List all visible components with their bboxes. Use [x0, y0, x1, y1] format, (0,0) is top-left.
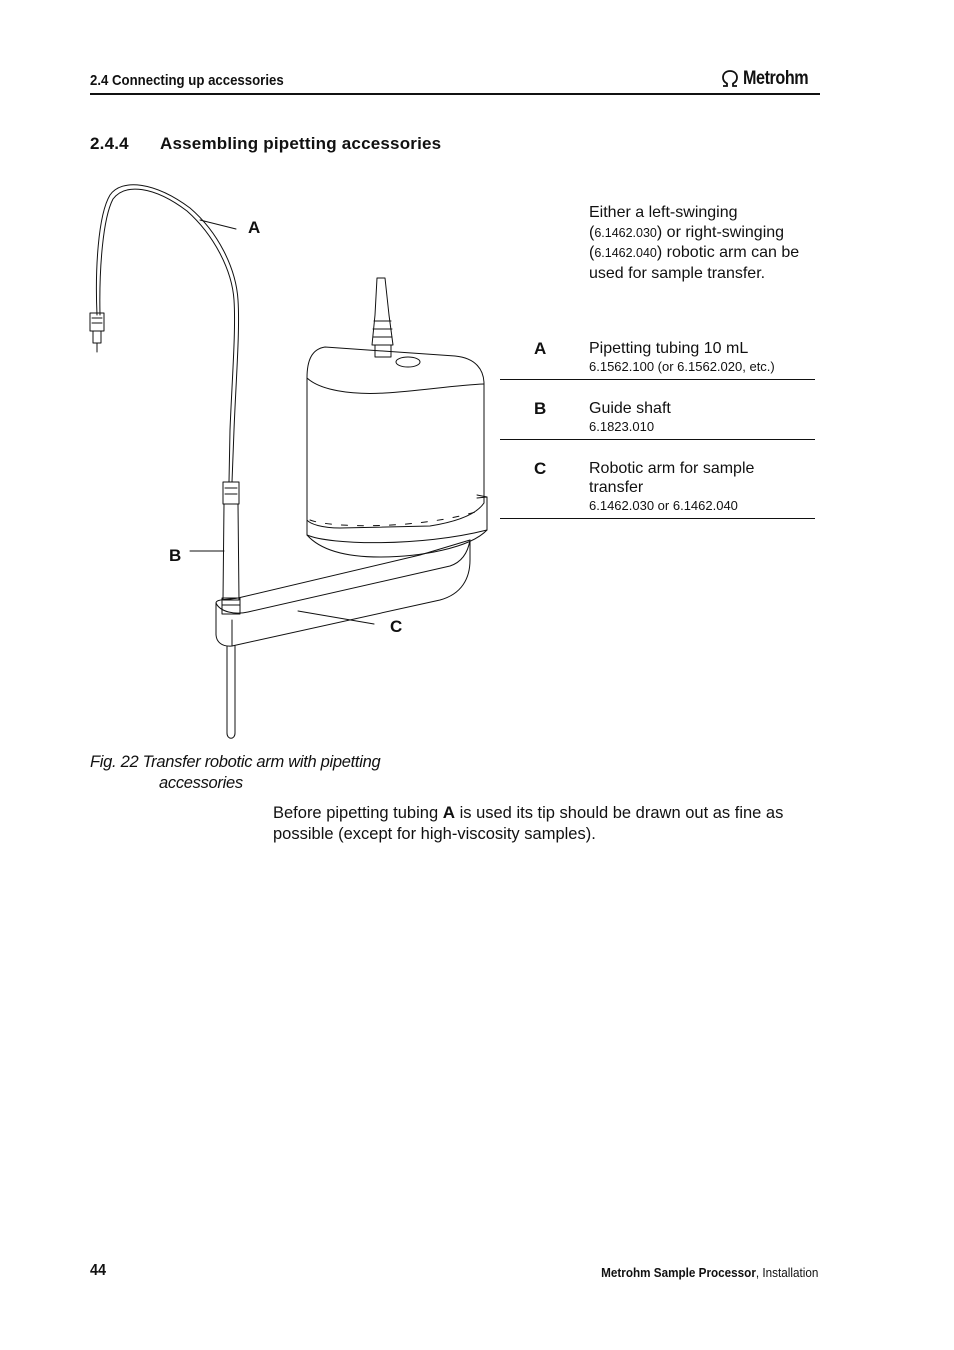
intro-text-end: robotic arm can be used for sample transfer. — [589, 244, 800, 282]
intro-text: Either a left-swinging (6.1462.030) or right-swinging (6.1462.040) robotic arm can be used for sample transfer. — [589, 204, 800, 282]
legend-divider — [500, 518, 815, 519]
footer-title — [601, 1265, 818, 1280]
caption-line2: accessories — [159, 774, 243, 792]
legend-row-b — [500, 399, 815, 441]
body-ref: A — [442, 803, 455, 822]
pipette-needle — [227, 646, 235, 738]
robotic-arm-body — [216, 540, 470, 646]
legend-row-a — [500, 339, 815, 381]
brand-name: Metrohm — [743, 68, 809, 89]
body-pre: Before pipetting tubing — [273, 804, 443, 822]
legend-letter: A — [534, 339, 547, 358]
guide-shaft — [223, 504, 239, 600]
legend-code: 6.1562.100 (or 6.1562.020, etc.) — [589, 359, 775, 374]
figure-label-a: A — [248, 218, 261, 237]
page-number: 44 — [90, 1262, 107, 1279]
tubing-connector-left — [90, 313, 104, 331]
figure-caption — [90, 752, 380, 794]
legend-code: 6.1462.030 or 6.1462.040 — [589, 498, 738, 513]
legend-divider — [500, 439, 815, 440]
legend-letter: B — [534, 399, 547, 418]
figure-label-c: C — [390, 617, 403, 636]
footer-chapter: , Installation — [755, 1265, 818, 1280]
intro-line1: Either a left-swinging — [589, 204, 738, 221]
header-section-title: 2.4 Connecting up accessories — [90, 72, 284, 89]
body-paragraph — [273, 802, 823, 845]
footer-product: Metrohm Sample Processor — [600, 1265, 756, 1280]
leader-a — [200, 220, 236, 229]
legend-code: 6.1823.010 — [589, 419, 655, 434]
intro-code-left: 6.1462.030 — [594, 225, 657, 240]
pipetting-tubing-loop — [96, 185, 238, 482]
legend-name: Robotic arm for sample transfer — [589, 460, 755, 496]
body-post: is used its tip should be drawn out as fine as possible (except for high-viscosity samples). — [273, 804, 784, 843]
figure-label-b: B — [169, 546, 182, 565]
motor-housing — [307, 347, 484, 528]
legend-name: Guide shaft — [589, 400, 671, 417]
caption-line1: Fig. 22 Transfer robotic arm with pipetting — [90, 753, 381, 771]
legend-divider — [500, 379, 815, 380]
tubing-connector-lower — [223, 482, 239, 504]
intro-text-mid: or right-swinging — [662, 223, 785, 241]
intro-code-right: 6.1462.040 — [594, 246, 657, 260]
legend-row-c — [500, 459, 815, 521]
section-title: Assembling pipetting accessories — [160, 134, 442, 153]
legend-name: Pipetting tubing 10 mL — [589, 340, 749, 357]
legend-letter: C — [534, 459, 547, 478]
section-number: 2.4.4 — [90, 134, 129, 153]
